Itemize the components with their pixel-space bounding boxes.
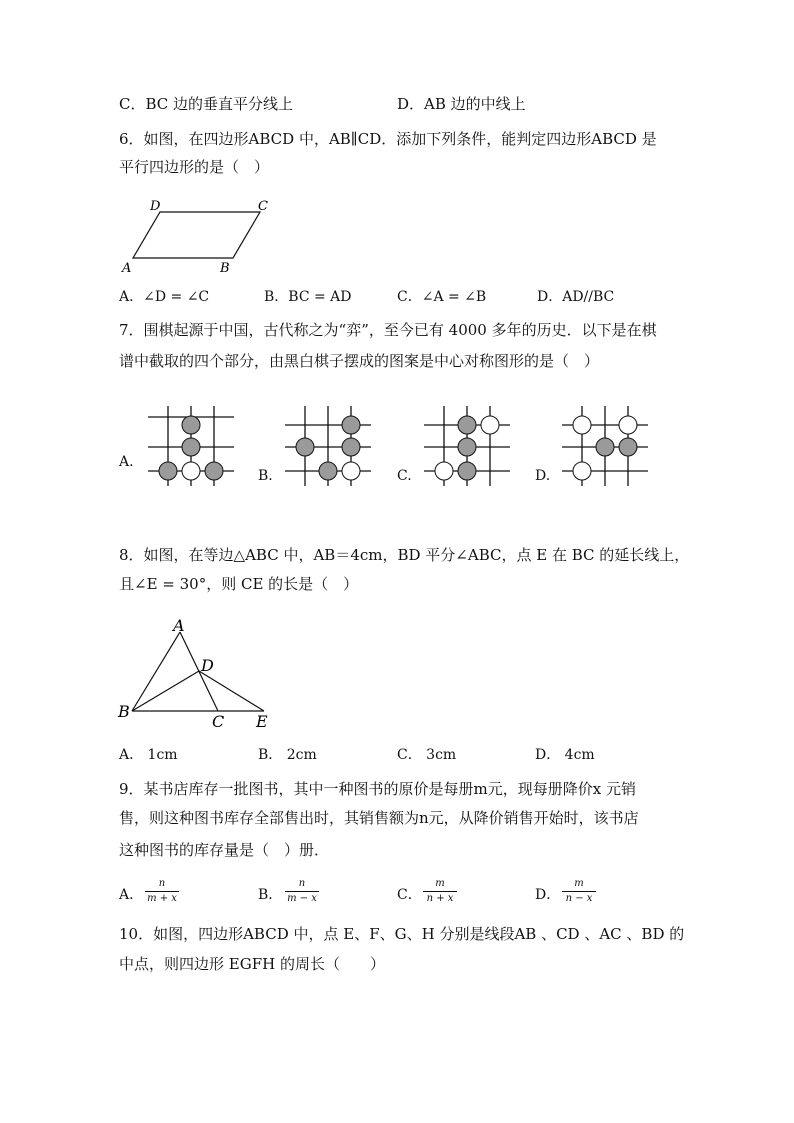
q10-stem-line2: 中点，则四边形 EGFH 的周长（ ）: [119, 955, 385, 973]
q8-stem-line2: 且∠E = 30°，则 CE 的长是（ ）: [119, 575, 359, 593]
denominator: m + x: [147, 893, 177, 904]
q9-stem-line1: 9．某书店库存一批图书，其中一种图书的原价是每册m元，现每册降价x 元销: [119, 780, 636, 798]
gray-stone: [596, 438, 614, 456]
vertex-label-e: E: [256, 712, 268, 731]
vertex-label-c: C: [258, 199, 268, 214]
gray-stone: [182, 416, 200, 434]
gray-stone: [458, 462, 476, 480]
q9-option-d-letter: D．: [535, 887, 561, 903]
gray-stone: [296, 438, 314, 456]
go-board-a: [146, 406, 236, 486]
q9-option-c-letter: C．: [397, 887, 422, 903]
white-stone: [619, 416, 637, 434]
go-board-b: [283, 406, 373, 486]
q8-option-d: D． 4cm: [535, 747, 595, 763]
vertex-label-b: B: [220, 261, 230, 276]
q9-stem-line3: 这种图书的库存量是（ ）册．: [119, 841, 330, 859]
numerator: m: [574, 878, 584, 889]
numerator: m: [435, 878, 445, 889]
q5-option-d: D．AB 边的中线上: [397, 95, 526, 113]
q10-stem-line1: 10．如图，四边形ABCD 中，点 E、F、G、H 分别是线段AB 、CD 、AC 、BD 的: [119, 925, 685, 943]
denominator: n + x: [426, 893, 454, 904]
q5-option-c: C．BC 边的垂直平分线上: [119, 95, 294, 113]
gray-stone: [342, 438, 360, 456]
q6-option-c: C．∠A = ∠B: [397, 289, 487, 305]
numerator: n: [158, 878, 166, 889]
q9-option-a-fraction: [145, 878, 179, 905]
q6-stem-line1: 6．如图，在四边形ABCD 中，AB∥CD．添加下列条件，能判定四边形ABCD 是: [119, 130, 657, 148]
denominator: n − x: [565, 893, 593, 904]
gray-stone: [458, 438, 476, 456]
q6-parallelogram-figure: [118, 196, 278, 278]
gray-stone: [458, 416, 476, 434]
white-stone: [342, 462, 360, 480]
q9-option-b-fraction: [285, 878, 319, 905]
gray-stone: [619, 438, 637, 456]
denominator: m − x: [287, 893, 317, 904]
vertex-label-a: A: [122, 261, 132, 276]
q7-option-a-letter: A.: [119, 454, 134, 470]
gray-stone: [319, 462, 337, 480]
vertex-label-a: A: [173, 616, 185, 635]
q6-option-d: D．AD//BC: [537, 289, 615, 305]
numerator: n: [298, 878, 306, 889]
q8-triangle-figure: [118, 615, 278, 735]
q8-option-c: C． 3cm: [397, 747, 457, 763]
q8-option-b: B． 2cm: [258, 747, 317, 763]
q9-option-b-letter: B．: [258, 887, 283, 903]
q7-stem-line1: 7．围棋起源于中国，古代称之为“弈”，至今已有 4000 多年的历史．以下是在棋: [119, 321, 657, 339]
q9-option-a-letter: A．: [119, 887, 144, 903]
q6-option-a: A．∠D = ∠C: [119, 289, 210, 305]
white-stone: [435, 462, 453, 480]
q9-stem-line2: 售，则这种图书库存全部售出时，其销售额为n元，从降价销售开始时，该书店: [119, 809, 639, 827]
vertex-label-d: D: [150, 199, 161, 214]
q6-stem-line2: 平行四边形的是（ ）: [119, 158, 270, 176]
go-board-c: [422, 406, 512, 486]
white-stone: [182, 462, 200, 480]
white-stone: [573, 462, 591, 480]
q7-option-c-letter: C.: [397, 468, 412, 484]
q7-option-d-letter: D.: [535, 468, 551, 484]
q9-option-d-fraction: [562, 878, 596, 905]
white-stone: [573, 416, 591, 434]
go-board-d: [560, 406, 650, 486]
vertex-label-b: B: [118, 702, 130, 721]
vertex-label-d: D: [201, 656, 214, 675]
vertex-label-c: C: [212, 712, 225, 731]
q6-option-b: B．BC = AD: [264, 289, 352, 305]
q9-option-c-fraction: [423, 878, 457, 905]
gray-stone: [342, 416, 360, 434]
gray-stone: [205, 462, 223, 480]
parallelogram-shape: [133, 212, 260, 258]
q7-stem-line2: 谱中截取的四个部分，由黑白棋子摆成的图案是中心对称图形的是（ ）: [119, 352, 600, 370]
q8-stem-line1: 8．如图，在等边△ABC 中，AB＝4cm，BD 平分∠ABC，点 E 在 BC 的延长线上，: [119, 546, 690, 564]
white-stone: [481, 416, 499, 434]
gray-stone: [182, 438, 200, 456]
q8-option-a: A． 1cm: [119, 747, 178, 763]
q7-option-b-letter: B.: [258, 468, 273, 484]
gray-stone: [159, 462, 177, 480]
